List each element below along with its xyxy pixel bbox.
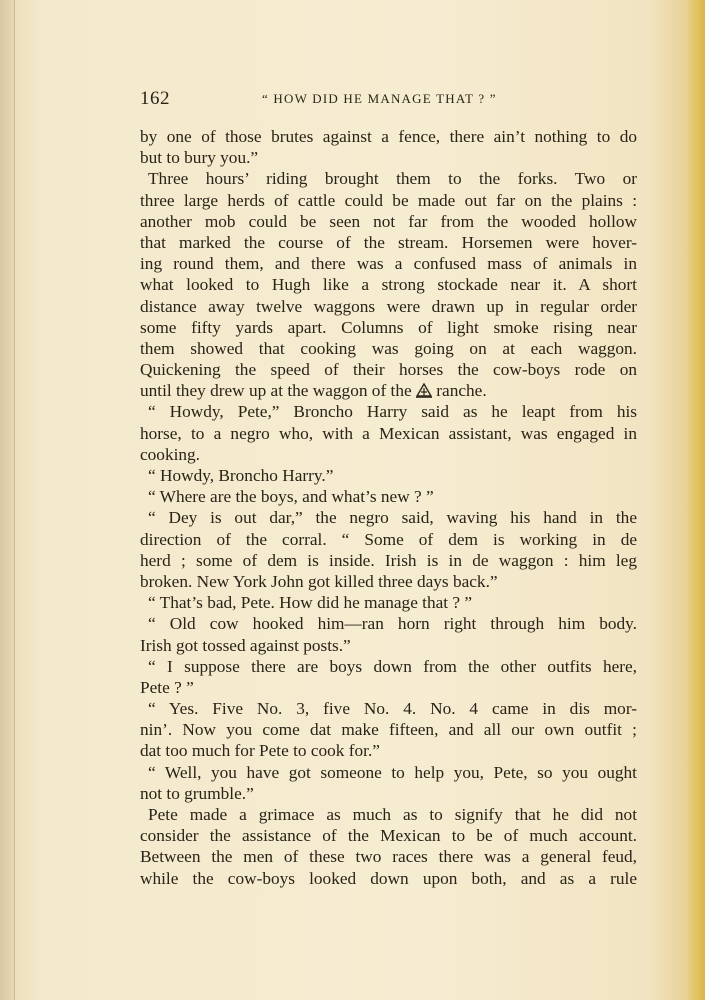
text-line: Quickening the speed of their horses the cow-boys rode on: [140, 360, 637, 380]
text-line: nin’. Now you come dat make fifteen, and all our own outfit ;: [140, 720, 637, 740]
text-line: some fifty yards apart. Columns of light smoke rising near: [140, 317, 637, 337]
text-line: horse, to a negro who, with a Mexican assistant, was engaged in: [140, 423, 637, 443]
text-line: “ Howdy, Broncho Harry.”: [148, 466, 334, 485]
text-line: consider the assistance of the Mexican to be of much account.: [140, 826, 637, 846]
text-line: “ Old cow hooked him—ran horn right through him body.: [148, 614, 637, 634]
text-line: “ Howdy, Pete,” Broncho Harry said as he leapt from his: [148, 402, 637, 422]
text-line: ing round them, and there was a confused mass of animals in: [140, 254, 637, 274]
text-line: three large herds of cattle could be made out far on the plains :: [140, 190, 637, 210]
text-line: but to bury you.”: [140, 148, 259, 168]
text-line: broken. New York John got killed three days back.”: [140, 571, 498, 591]
text-line: another mob could be seen not far from the wooded hollow: [140, 211, 637, 231]
text-line: Irish got tossed against posts.”: [140, 635, 351, 655]
page-edge: [687, 0, 705, 1000]
binding-gutter: [0, 0, 15, 1000]
text-line: cooking.: [140, 444, 200, 464]
text-line: “ That’s bad, Pete. How did he manage that ? ”: [148, 593, 473, 613]
text-line: herd ; some of dem is inside. Irish is in de waggon : him leg: [140, 550, 637, 570]
running-title: “ HOW DID HE MANAGE THAT ? ”: [262, 91, 497, 106]
text-line: “ Dey is out dar,” the negro said, waving his hand in the: [148, 508, 637, 528]
cattle-brand-icon: [416, 383, 432, 398]
body-text: [140, 126, 637, 889]
text-line: by one of those brutes against a fence, there ain’t nothing to do: [140, 127, 637, 146]
page-number: 162: [140, 88, 170, 109]
text-line: them showed that cooking was going on at each waggon.: [140, 338, 637, 358]
text-line: while the cow-boys looked down upon both, and as a rule: [140, 868, 637, 888]
text-line: dat too much for Pete to cook for.”: [140, 741, 380, 761]
page-header: [140, 88, 640, 112]
text-line: direction of the corral. “ Some of dem is working in de: [140, 529, 637, 549]
text-line: distance away twelve waggons were drawn up in regular order: [140, 296, 637, 316]
text-line: “ I suppose there are boys down from the other outfits here,: [148, 656, 637, 676]
text-line: that marked the course of the stream. Horsemen were hover-: [140, 232, 637, 252]
text-line: “ Where are the boys, and what’s new ? ”: [148, 487, 434, 507]
text-line: Pete made a grimace as much as to signify that he did not: [148, 805, 637, 824]
text-line: until they drew up at the waggon of the ranche.: [140, 381, 487, 401]
text-line: Pete ? ”: [140, 677, 194, 697]
text-line: “ Yes. Five No. 3, five No. 4. No. 4 came in dis mor-: [148, 699, 637, 719]
text-line: Three hours’ riding brought them to the forks. Two or: [148, 169, 637, 189]
text-line: Between the men of these two races there was a general feud,: [140, 847, 637, 867]
text-line: what looked to Hugh like a strong stockade near it. A short: [140, 275, 637, 295]
text-line: “ Well, you have got someone to help you, Pete, so you ought: [148, 762, 637, 782]
text-line: not to grumble.”: [140, 783, 254, 803]
